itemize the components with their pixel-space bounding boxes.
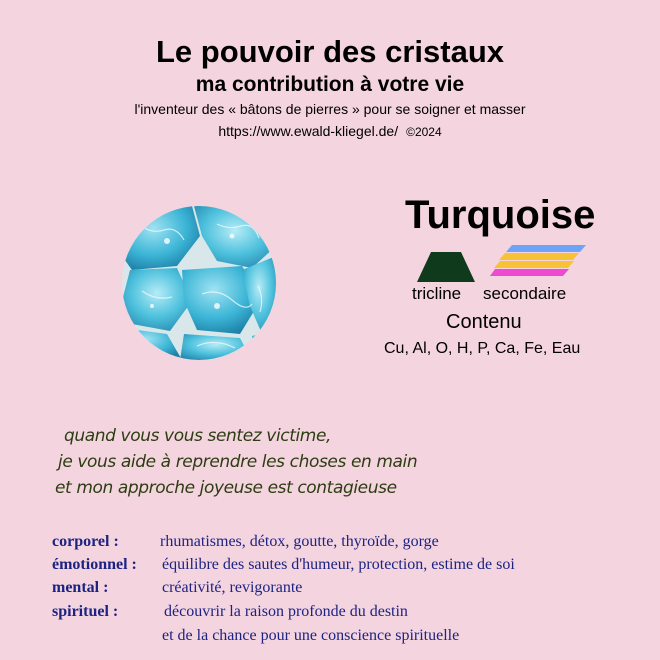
content-elements: Cu, Al, O, H, P, Ca, Fe, Eau: [384, 340, 581, 357]
page-subtitle: ma contribution à votre vie: [195, 73, 465, 96]
turquoise-stones-illustration: [122, 206, 276, 360]
stripe-blue: [506, 245, 586, 252]
stone-name: Turquoise: [405, 193, 596, 237]
effect-label-mental: mental :: [52, 579, 109, 596]
stripe-yellow-2: [494, 261, 574, 268]
copyright-text: ©2024: [406, 125, 442, 139]
url-line: [0, 122, 660, 141]
tagline: l'inventeur des « bâtons de pierres » pour se soigner et masser: [134, 101, 526, 117]
turquoise-stone-photo: [122, 206, 276, 360]
website-link[interactable]: https://www.ewald-kliegel.de/: [218, 123, 399, 139]
effect-value-spirituel-line-1: découvrir la raison profonde du destin: [164, 603, 408, 620]
effect-label-emotionnel: émotionnel :: [52, 556, 137, 573]
effect-label-corporel: corporel :: [52, 533, 119, 550]
effect-value-mental: créativité, revigorante: [162, 579, 303, 596]
crystal-system-label: tricline: [412, 284, 462, 303]
quote-line-3: et mon approche joyeuse est contagieuse: [55, 478, 397, 498]
effect-value-spirituel-line-2: et de la chance pour une conscience spirituelle: [162, 627, 460, 644]
effect-value-corporel: rhumatismes, détox, goutte, thyroïde, gorge: [160, 533, 439, 550]
quote-line-2: je vous aide à reprendre les choses en main: [58, 452, 418, 472]
stripe-yellow-1: [499, 253, 579, 260]
stone-type-label: secondaire: [483, 284, 567, 303]
stripe-pink: [490, 269, 569, 276]
page-title: Le pouvoir des cristaux: [156, 34, 504, 69]
crystal-shape-fill: [417, 252, 475, 282]
secondary-color-stripes-icon: [490, 245, 590, 288]
effect-value-emotionnel: équilibre des sautes d'humeur, protection, estime de soi: [162, 556, 515, 573]
effect-label-spirituel: spirituel :: [52, 603, 119, 620]
quote-line-1: quand vous vous sentez victime,: [64, 426, 332, 446]
content-heading: Contenu: [446, 311, 522, 333]
